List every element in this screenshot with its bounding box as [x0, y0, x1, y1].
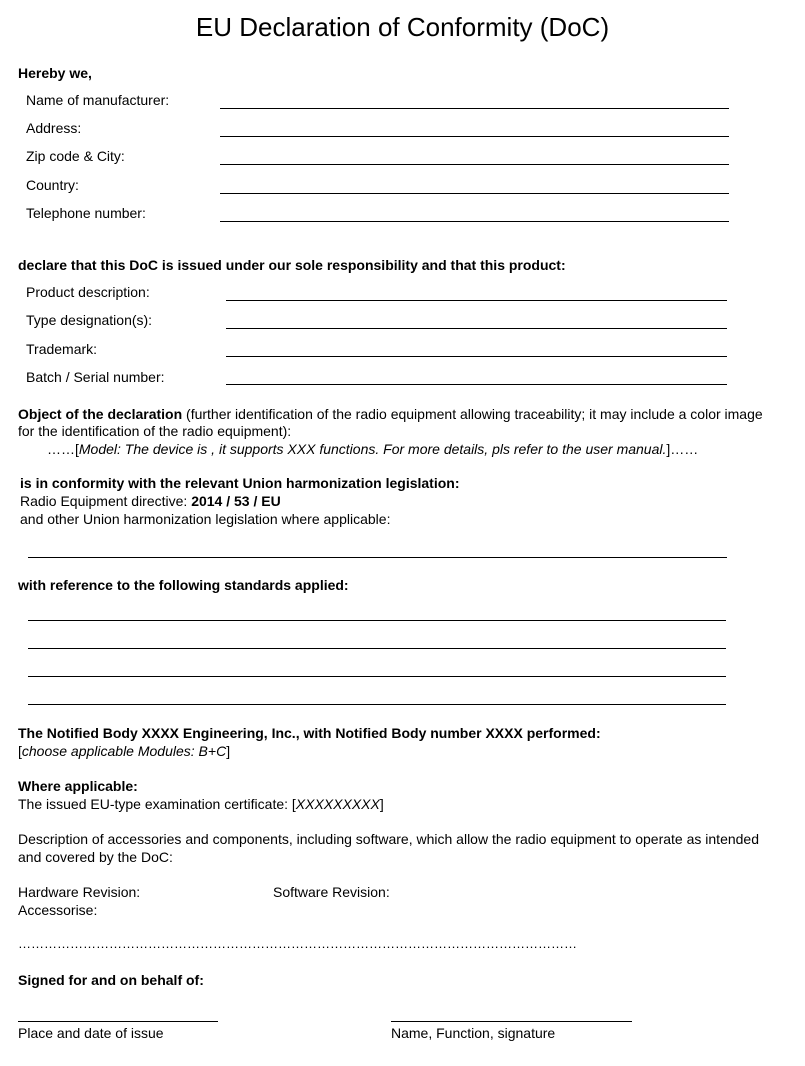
signature-line[interactable] [391, 1021, 632, 1022]
directive-line [20, 493, 281, 509]
certificate-line [18, 796, 384, 812]
certificate-value: XXXXXXXXX [295, 796, 380, 812]
place-date-label: Place and date of issue [18, 1025, 164, 1041]
batch-serial-line[interactable] [226, 384, 727, 385]
manufacturer-name-line[interactable] [220, 108, 729, 109]
telephone-line[interactable] [220, 221, 729, 222]
declare-heading: declare that this DoC is issued under our sole responsibility and that this product: [18, 257, 566, 273]
modules-open: [ [18, 743, 22, 759]
address-label: Address: [26, 120, 82, 136]
signed-heading: Signed for and on behalf of: [18, 972, 204, 988]
standards-heading: with reference to the following standards applied: [18, 577, 349, 593]
notified-body-heading: The Notified Body XXXX Engineering, Inc., with Notified Body number XXXX performed: [18, 725, 601, 741]
legislation-line[interactable] [28, 557, 727, 558]
modules-close: ] [226, 743, 231, 759]
object-heading: Object of the declaration [18, 406, 183, 422]
certificate-close: ] [379, 796, 384, 812]
page-title: EU Declaration of Conformity (DoC) [195, 12, 610, 42]
model-line [47, 441, 698, 457]
dotted-line: ………………………………………………………………………………………………………………… [18, 936, 577, 951]
country-line[interactable] [220, 193, 729, 194]
type-designation-label: Type designation(s): [26, 312, 153, 328]
product-description-label: Product description: [26, 284, 150, 300]
model-prefix: ……[ [47, 441, 79, 457]
directive-value: 2014 / 53 / EU [191, 493, 281, 509]
name-function-label: Name, Function, signature [391, 1025, 556, 1041]
zip-city-line[interactable] [220, 164, 729, 165]
modules-text: choose applicable Modules: B+C [21, 743, 227, 759]
product-description-line[interactable] [226, 300, 727, 301]
accessorise-label: Accessorise: [18, 902, 98, 918]
model-suffix: ]…… [666, 441, 699, 457]
other-legislation: and other Union harmonization legislation where applicable: [20, 511, 391, 527]
where-applicable-heading: Where applicable: [18, 778, 138, 794]
certificate-label: The issued EU-type examination certificate: [ [18, 796, 296, 812]
standards-line-3[interactable] [28, 676, 726, 677]
hardware-revision-label: Hardware Revision: [18, 884, 141, 900]
standards-line-2[interactable] [28, 648, 726, 649]
telephone-label: Telephone number: [26, 205, 146, 221]
modules-line [18, 743, 230, 759]
accessories-description: Description of accessories and components, including software, which allow the radio equipment to operate as intended and covered by the DoC: [18, 831, 759, 865]
batch-serial-label: Batch / Serial number: [26, 369, 165, 385]
directive-label: Radio Equipment directive: [20, 493, 192, 509]
hereby-label: Hereby we, [18, 65, 92, 81]
trademark-label: Trademark: [26, 341, 98, 357]
object-text: (further identification of the radio equipment allowing traceability; it may include a color image for the identification of the radio equipment): [18, 406, 763, 439]
object-paragraph [18, 406, 763, 440]
country-label: Country: [26, 177, 79, 193]
standards-line-1[interactable] [28, 620, 726, 621]
manufacturer-name-label: Name of manufacturer: [26, 92, 170, 108]
zip-city-label: Zip code & City: [26, 148, 125, 164]
trademark-line[interactable] [226, 356, 727, 357]
address-line[interactable] [220, 136, 729, 137]
model-text: Model: The device is , it supports XXX functions. For more details, pls refer to the user manual. [78, 441, 667, 457]
standards-line-4[interactable] [28, 704, 726, 705]
conformity-heading: is in conformity with the relevant Union harmonization legislation: [20, 475, 460, 491]
place-date-line[interactable] [18, 1021, 218, 1022]
software-revision-label: Software Revision: [273, 884, 390, 900]
type-designation-line[interactable] [226, 328, 727, 329]
